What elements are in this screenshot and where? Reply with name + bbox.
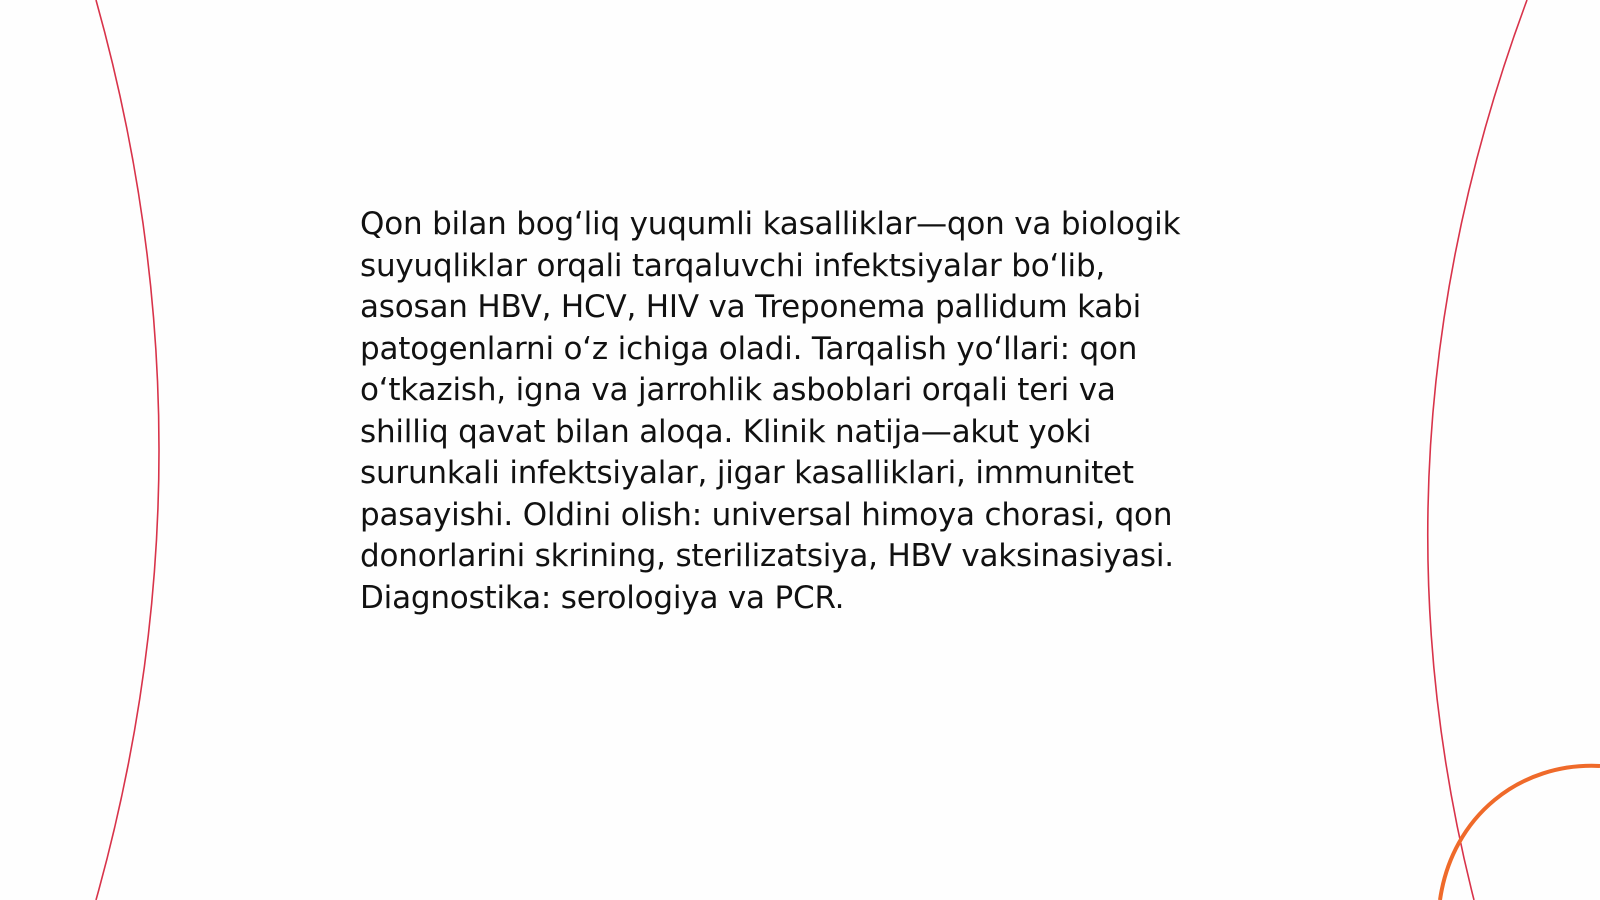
paragraph-line: asosan HBV, HCV, HIV va Treponema pallidum kabi	[360, 289, 1141, 325]
body-paragraph	[360, 204, 1260, 619]
paragraph-line: donorlarini skrining, sterilizatsiya, HBV vaksinasiyasi.	[360, 538, 1174, 574]
paragraph-line: shilliq qavat bilan aloqa. Klinik natija—akut yoki	[360, 413, 1092, 450]
paragraph-line: Diagnostika: serologiya va PCR.	[360, 579, 845, 616]
corner-arc	[1440, 766, 1600, 900]
paragraph-line: o‘tkazish, igna va jarrohlik asboblari orqali teri va	[360, 372, 1116, 408]
left-curve	[96, 0, 159, 900]
paragraph-line: suyuqliklar orqali tarqaluvchi infektsiyalar bo‘lib,	[360, 247, 1106, 284]
right-curve	[1428, 0, 1527, 900]
paragraph-line: patogenlarni o‘z ichiga oladi. Tarqalish yo‘llari: qon	[360, 330, 1138, 367]
paragraph-line: pasayishi. Oldini olish: universal himoya chorasi, qon	[360, 496, 1173, 533]
paragraph-line: surunkali infektsiyalar, jigar kasalliklari, immunitet	[360, 455, 1134, 491]
paragraph-line: Qon bilan bog‘liq yuqumli kasalliklar—qon va biologik	[360, 206, 1181, 242]
